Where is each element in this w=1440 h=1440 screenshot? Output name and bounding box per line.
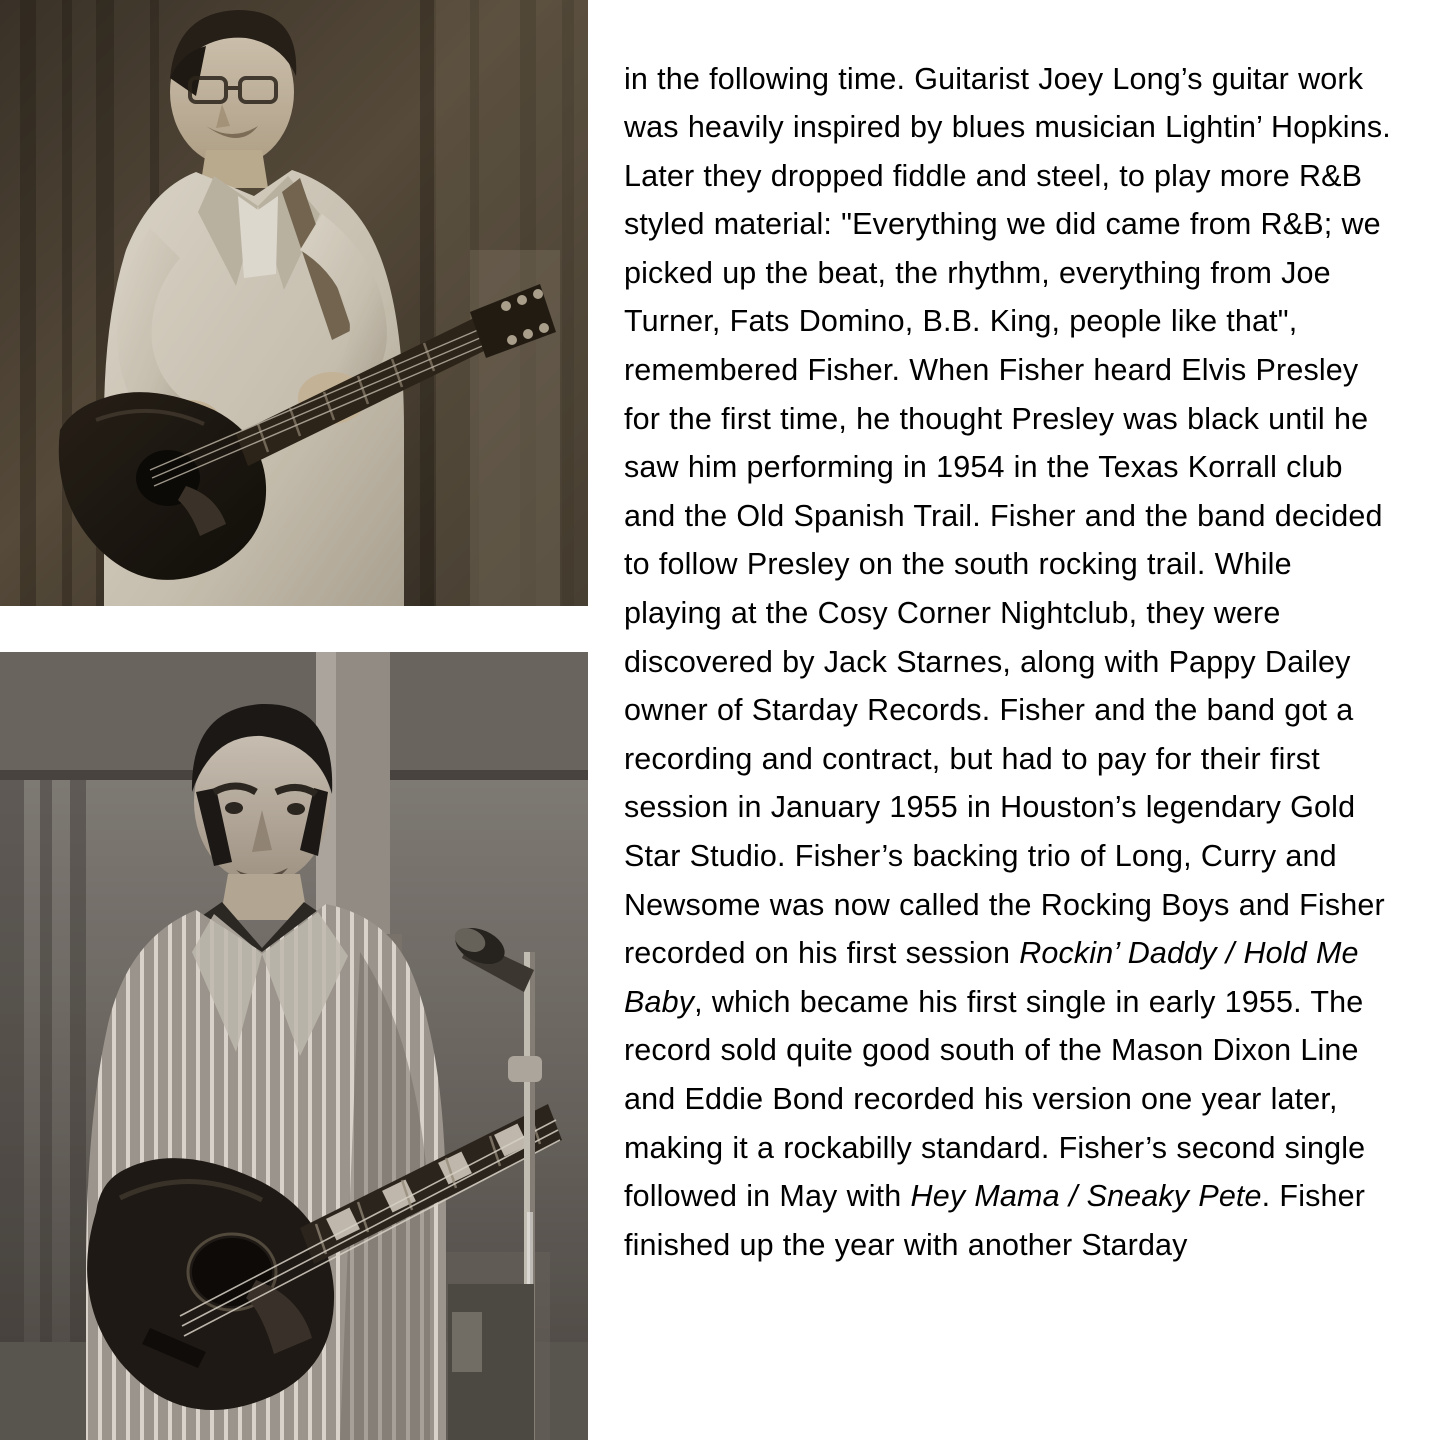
photo-top-artwork — [0, 0, 588, 606]
article-text-column — [624, 24, 1396, 1300]
article-paragraph — [624, 55, 1396, 1270]
run-normal-2: , which became his first single in early 1955. The record sold quite good south of the Mason Dixon Line and Eddie Bond recorded his version one year later, making it a rockabilly standard. Fisher’s second single followed in May with — [624, 984, 1366, 1214]
run-italic-song-titles-1: Rockin’ Daddy / Hold Me Baby — [624, 936, 1359, 1019]
run-italic-song-titles-2: Hey Mama / Sneaky Pete — [910, 1179, 1262, 1214]
run-normal-3: . Fisher finished up the year with another Starday — [624, 1179, 1366, 1262]
photo-bottom-artwork — [0, 652, 588, 1440]
run-normal-1: in the following time. Guitarist Joey Long’s guitar work was heavily inspired by blues musician Lightin’ Hopkins. Later they dropped fiddle and steel, to play more R&B styled material: "Everything we did came from R&B; we picked up the beat, the rhythm, everything from Joe Turner, Fats Domino, B.B. King, people like that", remembered Fisher. When Fisher heard Elvis Presley for the first time, he thought Presley was black until he saw him performing in 1954 in the Texas Korrall club and the Old Spanish Trail. Fisher and the band decided to follow Presley on the south rocking trail. While playing at the Cosy Corner Nightclub, they were discovered by Jack Starnes, along with Pappy Dailey owner of Starday Records. Fisher and the band got a recording and contract, but had to pay for their first session in January 1955 in Houston’s legendary Gold Star Studio. Fisher’s backing trio of Long, Curry and Newsome was now called the Rocking Boys and Fisher recorded on his first session — [624, 61, 1391, 971]
photo-column — [0, 0, 588, 1440]
photo-musician-at-microphone-bottom — [0, 652, 588, 1440]
photo-musician-with-guitar-onstage-top — [0, 0, 588, 606]
